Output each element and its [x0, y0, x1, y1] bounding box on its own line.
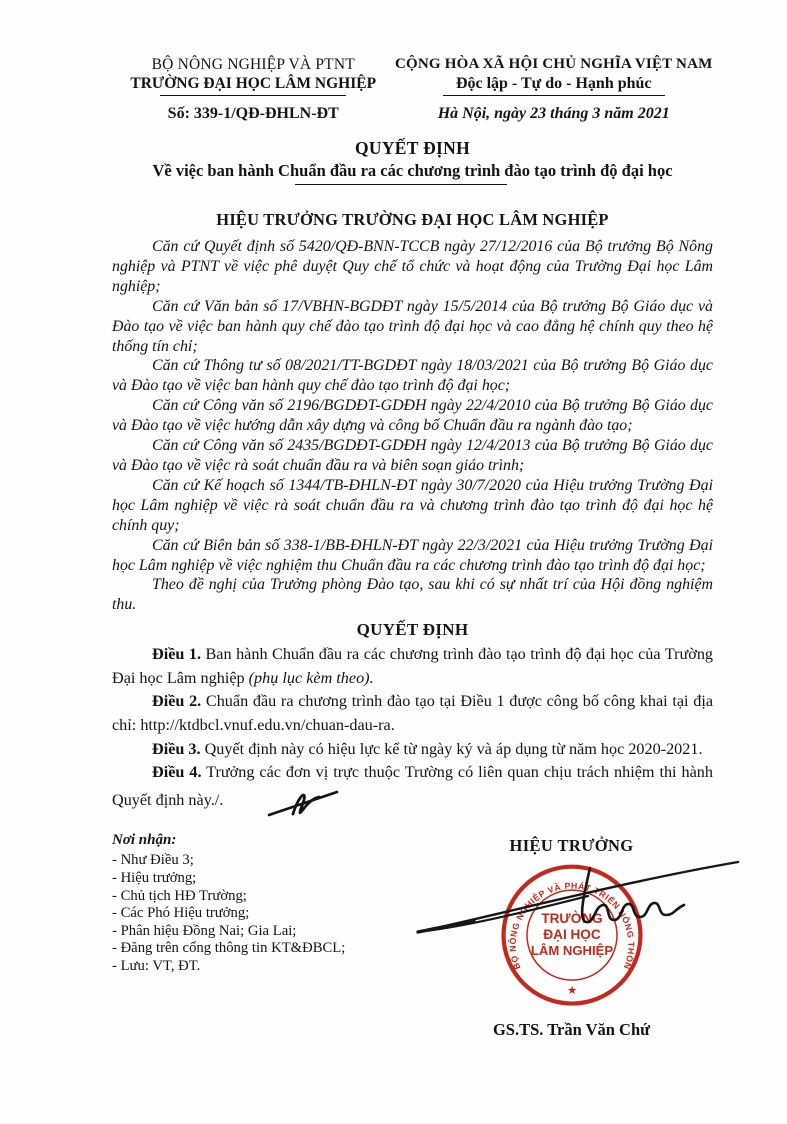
article-4-label: Điều 4. — [152, 763, 202, 782]
recipient-item: - Như Điều 3; — [112, 852, 194, 869]
document-title: QUYẾT ĐỊNH — [355, 138, 470, 158]
issuing-agency-block — [112, 56, 394, 123]
preamble-paragraph: Căn cứ Thông tư số 08/2021/TT-BGDĐT ngày 18/03/2021 của Bộ trưởng Bộ Giáo dục và Đào tạo về việc ban hành quy chế đào tạo trình độ đại học; — [112, 357, 713, 395]
recipient-item: - Lưu: VT, ĐT. — [112, 957, 201, 974]
article-2-label: Điều 2. — [152, 692, 202, 711]
header-left-divider — [160, 95, 346, 96]
recipient-item: - Phân hiệu Đồng Nai; Gia Lai; — [112, 922, 297, 939]
stamp-star-icon: ★ — [566, 985, 577, 998]
preamble-paragraph: Căn cứ Công văn số 2435/BGDĐT-GDĐH ngày 12/4/2013 của Bộ trưởng Bộ Giáo dục và Đào tạo về việc rà soát chuẩn đầu ra và biên soạn giáo trình; — [112, 437, 713, 474]
decision-heading: QUYẾT ĐỊNH — [356, 620, 469, 640]
preamble-section — [112, 237, 713, 615]
article-4 — [112, 761, 713, 826]
preamble-paragraph: Căn cứ Công văn số 2196/BGDĐT-GDĐH ngày 22/4/2010 của Bộ trưởng Bộ Giáo dục và Đào tạo về việc hướng dẫn xây dựng và công bố Chuẩn đầu ra ngành đào tạo; — [112, 397, 713, 435]
recipient-item: - Các Phó Hiệu trưởng; — [112, 905, 250, 922]
articles-section — [112, 643, 713, 826]
stamp-and-signature — [494, 862, 650, 1012]
stamp-center-line3: LÂM NGHIỆP — [530, 943, 613, 959]
article-1-label: Điều 1. — [152, 645, 202, 664]
article-1 — [112, 643, 713, 690]
handwritten-initial — [225, 785, 343, 827]
ministry-name: BỘ NÔNG NGHIỆP VÀ PTNT — [151, 56, 355, 73]
document-footer — [112, 832, 713, 1040]
recipient-item: - Chủ tịch HĐ Trường; — [112, 887, 247, 904]
article-2-text: Chuẩn đầu ra chương trình đào tạo tại Điều 1 được công bố công khai tại địa chỉ: http://ktdbcl.vnuf.edu.vn/chuan-dau-ra. — [112, 692, 714, 734]
document-header — [112, 56, 713, 123]
university-name: TRƯỜNG ĐẠI HỌC LÂM NGHIỆP — [130, 75, 377, 92]
signer-title: HIỆU TRƯỞNG — [509, 836, 634, 856]
national-header-block — [394, 56, 713, 123]
national-motto: Độc lập - Tự do - Hạnh phúc — [455, 75, 652, 92]
article-3 — [112, 738, 713, 762]
document-subtitle: Về việc ban hành Chuẩn đầu ra các chương trình đào tạo trình độ đại học — [152, 161, 673, 180]
recipient-item: - Đăng trên cổng thông tin KT&ĐBCL; — [112, 940, 346, 957]
preamble-paragraph: Theo đề nghị của Trưởng phòng Đào tạo, sau khi có sự nhất trí của Hội đồng nghiệm thu. — [112, 576, 713, 614]
article-1-annex-note: (phụ lục kèm theo). — [248, 668, 374, 687]
national-title: CỘNG HÒA XÃ HỘI CHỦ NGHĨA VIỆT NAM — [394, 56, 713, 72]
header-right-divider — [443, 95, 665, 96]
title-block — [112, 138, 713, 185]
signature-block — [430, 832, 713, 1040]
recipients-block — [112, 832, 430, 1040]
place-and-date: Hà Nội, ngày 23 tháng 3 năm 2021 — [437, 105, 670, 122]
article-2 — [112, 690, 713, 737]
issuer-heading: HIỆU TRƯỞNG TRƯỜNG ĐẠI HỌC LÂM NGHIỆP — [216, 210, 609, 229]
preamble-paragraph: Căn cứ Kế hoạch số 1344/TB-ĐHLN-ĐT ngày 30/7/2020 của Hiệu trưởng Trường Đại học Lâm nghiệp về việc rà soát chuẩn đầu ra và chương trình đào tạo trình độ đại học hệ chính quy; — [112, 476, 713, 534]
signer-name: GS.TS. Trần Văn Chứ — [492, 1020, 651, 1040]
preamble-paragraph: Căn cứ Quyết định số 5420/QĐ-BNN-TCCB ngày 27/12/2016 của Bộ trưởng Bộ Nông nghiệp và PTNT về việc phê duyệt Quy chế tổ chức và hoạt động của Trường Đại học Lâm nghiệp; — [112, 238, 713, 295]
article-4-text: Trưởng các đơn vị trực thuộc Trường có liên quan chịu trách nhiệm thi hành Quyết định này./. — [112, 763, 713, 809]
article-3-text: Quyết định này có hiệu lực kể từ ngày ký và áp dụng từ năm học 2020-2021. — [200, 739, 703, 758]
official-red-stamp — [494, 862, 650, 1012]
stamp-center-line2: ĐẠI HỌC — [542, 927, 601, 943]
article-3-label: Điều 3. — [152, 739, 201, 758]
stamp-center-line1: TRƯỜNG — [540, 911, 603, 927]
stamp-ring-text: BỘ NÔNG NGHIỆP VÀ PHÁT TRIỂN NÔNG THÔN — [507, 880, 636, 972]
recipients-heading: Nơi nhận: — [112, 832, 177, 849]
subtitle-underline — [295, 184, 507, 185]
document-number: Số: 339-1/QĐ-ĐHLN-ĐT — [167, 105, 339, 122]
recipient-item: - Hiệu trưởng; — [112, 869, 197, 886]
article-1-text: Ban hành Chuẩn đầu ra các chương trình đào tạo trình độ đại học của Trường Đại học Lâm nghiệp — [112, 645, 714, 687]
preamble-paragraph: Căn cứ Biên bản số 338-1/BB-ĐHLN-ĐT ngày 22/3/2021 của Hiệu trưởng Trường Đại học Lâm nghiệp về việc nghiệm thu Chuẩn đầu ra các chương trình đào tạo trình độ đại học; — [112, 536, 713, 574]
preamble-paragraph: Căn cứ Văn bản số 17/VBHN-BGDĐT ngày 15/5/2014 của Bộ trưởng Bộ Giáo dục và Đào tạo về việc ban hành quy chế đào tạo trình độ đại học và cao đẳng hệ chính quy theo hệ thống tín chỉ; — [112, 297, 713, 355]
